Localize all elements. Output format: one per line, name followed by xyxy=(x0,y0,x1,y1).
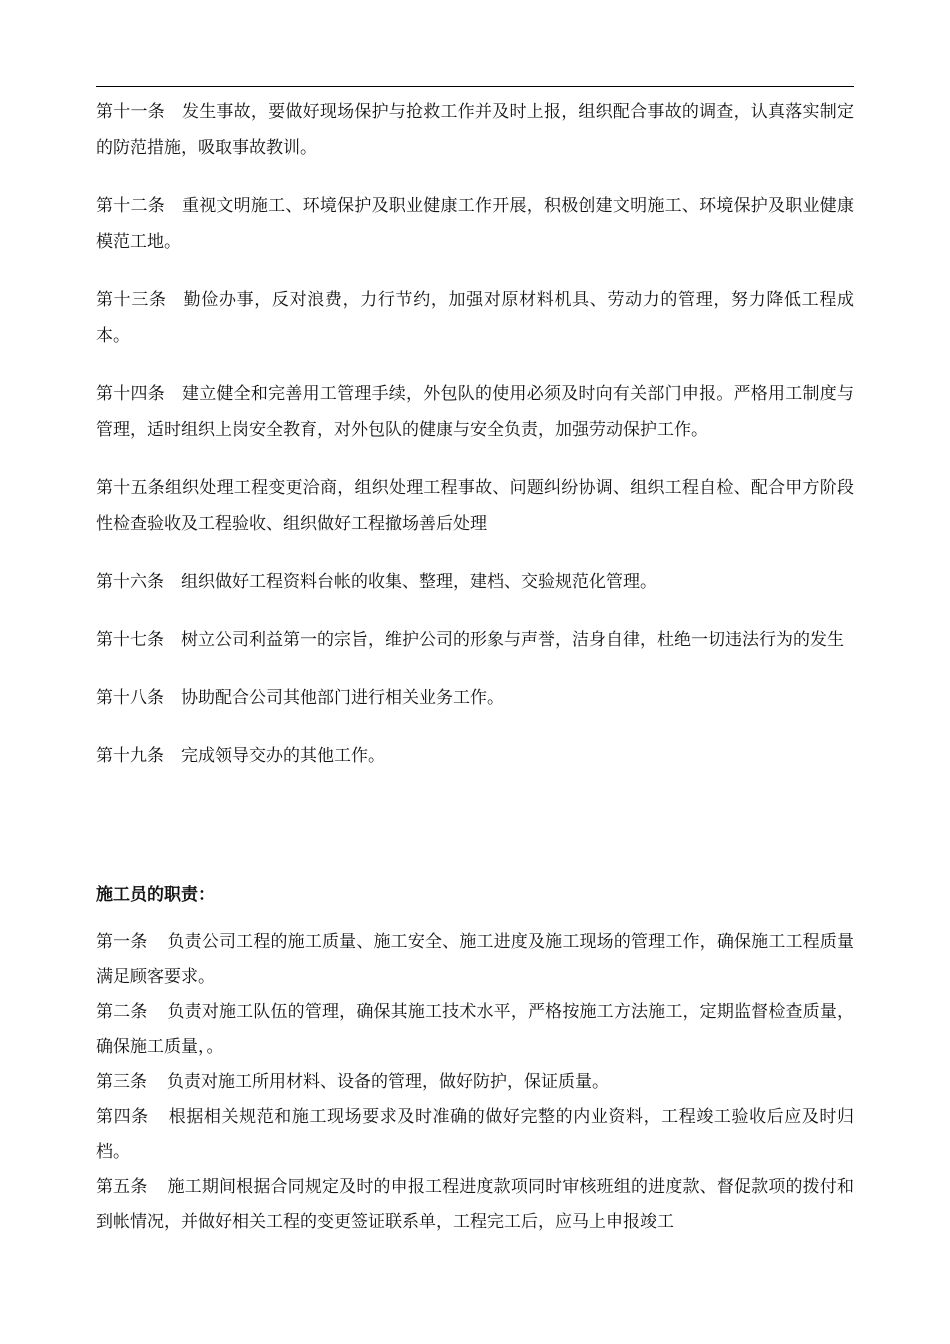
duty-text: 负责公司工程的施工质量、施工安全、施工进度及施工现场的管理工作，确保施工工程质量满足顾客要求。 xyxy=(96,932,854,987)
article-number: 第十五条 xyxy=(96,478,165,498)
article-11 xyxy=(96,94,854,166)
article-number: 第十九条 xyxy=(96,746,164,766)
article-list xyxy=(96,94,854,796)
article-text: 协助配合公司其他部门进行相关业务工作。 xyxy=(181,688,504,708)
section-heading: 施工员的职责： xyxy=(96,885,215,905)
article-17 xyxy=(96,622,854,658)
duty-text: 根据相关规范和施工现场要求及时准确的做好完整的内业资料，工程竣工验收后应及时归档。 xyxy=(96,1107,855,1162)
article-13 xyxy=(96,282,854,354)
article-text: 树立公司利益第一的宗旨，维护公司的形象与声誉，洁身自律，杜绝一切违法行为的发生 xyxy=(181,630,844,650)
duty-4 xyxy=(96,1100,854,1170)
article-15 xyxy=(96,470,854,542)
duty-1 xyxy=(96,925,854,995)
article-text: 重视文明施工、环境保护及职业健康工作开展，积极创建文明施工、环境保护及职业健康模范工地。 xyxy=(96,196,854,252)
duty-number: 第三条 xyxy=(96,1072,147,1092)
duty-text: 施工期间根据合同规定及时的申报工程进度款项同时审核班组的进度款、督促款项的拨付和到帐情况，并做好相关工程的变更签证联系单，工程完工后，应马上申报竣工 xyxy=(96,1177,854,1232)
article-number: 第十八条 xyxy=(96,688,164,708)
duty-list xyxy=(96,925,854,1240)
article-number: 第十一条 xyxy=(96,102,165,122)
article-text: 组织处理工程变更洽商，组织处理工程事故、问题纠纷协调、组织工程自检、配合甲方阶段性检查验收及工程验收、组织做好工程撤场善后处理 xyxy=(96,478,855,534)
duty-text: 负责对施工队伍的管理，确保其施工技术水平，严格按施工方法施工，定期监督检查质量，确保施工质量，。 xyxy=(96,1002,854,1057)
article-text: 发生事故，要做好现场保护与抢救工作并及时上报，组织配合事故的调查，认真落实制定的防范措施，吸取事故教训。 xyxy=(96,102,854,158)
duty-5 xyxy=(96,1170,854,1240)
article-18 xyxy=(96,680,854,716)
duty-text: 负责对施工所用材料、设备的管理，做好防护，保证质量。 xyxy=(167,1072,609,1092)
duty-number: 第五条 xyxy=(96,1177,148,1197)
article-16 xyxy=(96,564,854,600)
duty-2 xyxy=(96,995,854,1065)
article-text: 完成领导交办的其他工作。 xyxy=(181,746,385,766)
article-number: 第十三条 xyxy=(96,290,167,310)
article-text: 建立健全和完善用工管理手续，外包队的使用必须及时向有关部门申报。严格用工制度与管理，适时组织上岗安全教育，对外包队的健康与安全负责，加强劳动保护工作。 xyxy=(96,384,854,440)
article-19 xyxy=(96,738,854,774)
article-12 xyxy=(96,188,854,260)
duty-number: 第四条 xyxy=(96,1107,149,1127)
duty-3 xyxy=(96,1065,854,1100)
header-rule xyxy=(96,86,854,87)
article-text: 勤俭办事，反对浪费，力行节约，加强对原材料机具、劳动力的管理，努力降低工程成本。 xyxy=(96,290,855,346)
duty-number: 第一条 xyxy=(96,932,148,952)
article-14 xyxy=(96,376,854,448)
article-text: 组织做好工程资料台帐的收集、整理，建档、交验规范化管理。 xyxy=(181,572,657,592)
article-number: 第十六条 xyxy=(96,572,164,592)
article-number: 第十二条 xyxy=(96,196,165,216)
article-number: 第十四条 xyxy=(96,384,165,404)
duty-number: 第二条 xyxy=(96,1002,148,1022)
article-number: 第十七条 xyxy=(96,630,164,650)
